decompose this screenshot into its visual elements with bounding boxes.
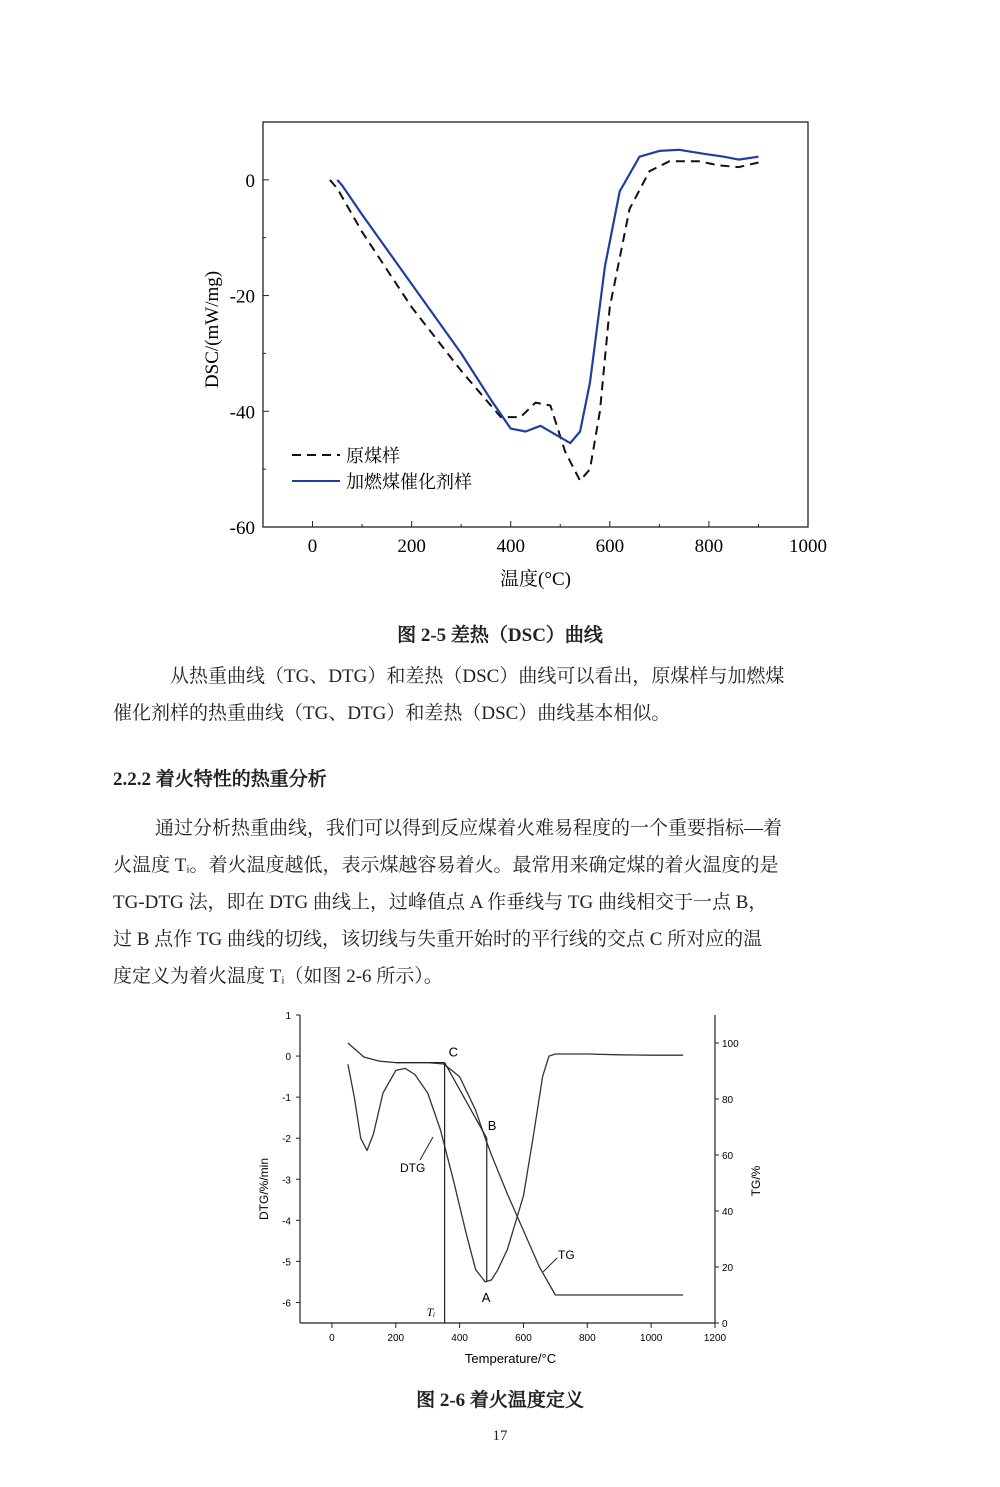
series-line-2 [337,150,758,443]
x-tick-label: 0 [307,536,318,557]
paragraph-2-line-3: TG-DTG 法，即在 DTG 曲线上，过峰值点 A 作垂线与 TG 曲线相交于一点 B， [113,892,768,913]
figure-2-6-caption: 图 2-6 着火温度定义 [416,1390,584,1411]
left-y-tick-label: -1 [282,1093,291,1105]
right-y-axis-label: TG/% [749,1165,763,1197]
page-number: 17 [492,1428,508,1444]
x-tick-label: 200 [397,536,426,557]
left-y-tick-label: -3 [282,1175,291,1187]
paragraph-1-line-1: 从热重曲线（TG、DTG）和差热（DSC）曲线可以看出，原煤样与加燃煤 [170,666,785,687]
right-y-tick-label: 80 [722,1095,734,1106]
right-y-tick-label: 0 [722,1319,728,1330]
right-y-tick-label: 60 [722,1151,734,1162]
section-heading: 2.2.2 着火特性的热重分析 [113,769,327,790]
tangent-line [445,1063,487,1139]
paragraph-2-line-1: 通过分析热重曲线，我们可以得到反应煤着火难易程度的一个重要指标—着 [155,818,783,839]
left-y-tick-label: -4 [282,1216,291,1228]
x-axis-label: Temperature/°C [464,1351,557,1366]
series-line-tg [348,1043,683,1295]
right-y-tick-label: 100 [722,1039,739,1050]
x-tick-label: 600 [595,536,625,557]
left-y-tick-label: -5 [282,1257,291,1269]
y-axis-label: DSC/(mW/mg) [202,270,223,389]
right-y-tick-label: 20 [722,1263,734,1274]
label-c: C [448,1044,459,1060]
left-y-tick-label: 0 [285,1052,291,1064]
paragraph-2-line-4: 过 B 点作 TG 曲线的切线，该切线与失重开始时的平行线的交点 C 所对应的温 [113,929,763,950]
figure-2-6-chart [245,1005,775,1375]
label-dtg: DTG [400,1161,426,1175]
x-tick-label: 400 [451,1333,468,1344]
x-tick-label: 600 [515,1333,532,1344]
paragraph-2 [113,810,913,995]
paragraph-1 [113,658,913,732]
y-tick-label: -40 [229,402,255,424]
left-y-axis-label: DTG/%/min [257,1157,271,1221]
x-tick-label: 800 [578,1333,596,1344]
label-a: A [481,1289,491,1305]
paragraph-2-line-2: 火温度 Tᵢ。着火温度越低，表示煤越容易着火。最常用来确定煤的着火温度的是 [113,855,779,876]
x-tick-label: 400 [496,536,525,557]
label-tg: TG [558,1248,575,1262]
left-y-tick-label: -6 [282,1298,291,1310]
x-tick-label: 1200 [703,1333,727,1344]
left-y-tick-label: 1 [285,1011,291,1022]
right-y-tick-label: 40 [722,1207,734,1218]
y-tick-label: 0 [245,170,255,192]
label-ti: Tᵢ [426,1305,436,1319]
y-tick-label: -60 [229,518,255,539]
figure-2-5-chart [180,110,860,600]
y-tick-label: -20 [229,286,255,308]
tg-leader-line [543,1258,557,1272]
x-axis-label: 温度(°C) [500,569,571,590]
legend-label-1: 原煤样 [346,446,400,466]
label-b: B [487,1118,497,1134]
x-tick-label: 0 [329,1333,335,1344]
x-tick-label: 1000 [640,1333,663,1344]
series-line-1 [330,161,759,480]
x-tick-label: 800 [694,536,724,557]
series-line-dtg [348,1054,683,1282]
x-tick-label: 200 [387,1333,405,1344]
legend-label-2: 加燃煤催化剂样 [346,472,472,492]
left-y-tick-label: -2 [282,1134,291,1146]
figure-2-5-caption: 图 2-5 差热（DSC）曲线 [397,625,603,646]
plot-frame [263,122,808,527]
dtg-leader-line [420,1137,433,1160]
paragraph-1-line-2: 催化剂样的热重曲线（TG、DTG）和差热（DSC）曲线基本相似。 [113,703,671,724]
x-tick-label: 1000 [789,536,827,557]
paragraph-2-line-5: 度定义为着火温度 Tᵢ（如图 2-6 所示）。 [113,966,443,987]
